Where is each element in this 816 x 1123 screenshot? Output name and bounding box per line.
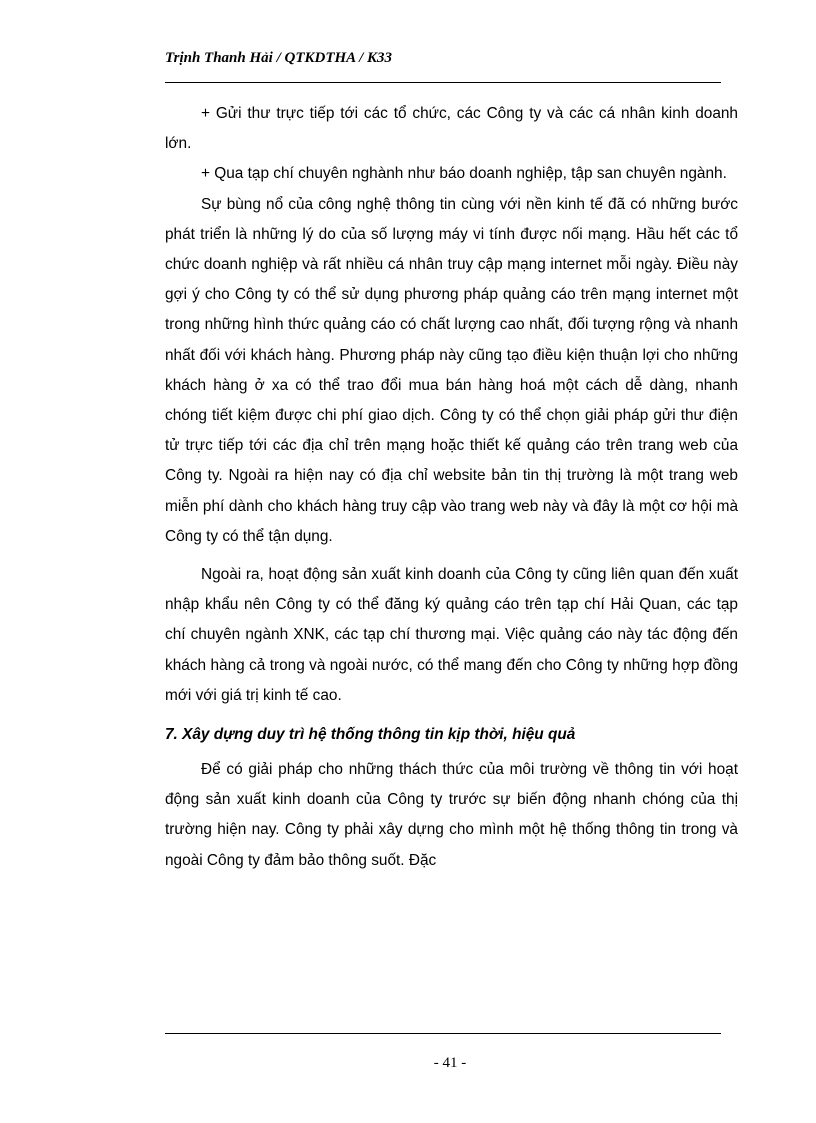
bullet-paragraph: + Gửi thư trực tiếp tới các tổ chức, các Công ty và các cá nhân kinh doanh lớn. <box>165 105 738 153</box>
running-header: Trịnh Thanh Hải / QTKDTHA / K33 <box>165 50 392 66</box>
body-paragraph: Sự bùng nổ của công nghệ thông tin cùng với nền kinh tế đã có những bước phát triển là những lý do của số lượng máy vi tính được nối mạng. Hầu hết các tổ chức doanh nghiệp và rất nhiều cá nhân truy cập mạng internet mỗi ngày. Điều này gợi ý cho Công ty có thể sử dụng phương pháp quảng cáo trên mạng internet một trong những hình thức quảng cáo có chất lượng cao nhất, đối tượng rộng và nhanh nhất đối với khách hàng. Phương pháp này cũng tạo điều kiện thuận lợi cho những khách hàng ở xa có thể trao đổi mua bán hàng hoá một cách dễ dàng, nhanh chóng tiết kiệm được chi phí giao dịch. Công ty có thể chọn giải pháp gửi thư điện tử trực tiếp tới các địa chỉ trên mạng hoặc thiết kế quảng cáo trên trang web của Công ty. Ngoài ra hiện nay có địa chỉ website bản tin thị trường là một trang web miễn phí dành cho khách hàng truy cập vào trang web này và đây là một cơ hội mà Công ty có thể tận dụng. <box>165 195 738 545</box>
section-heading: 7. Xây dựng duy trì hệ thống thông tin kịp thời, hiệu quả <box>165 726 576 744</box>
header-rule <box>165 82 721 83</box>
bullet-paragraph: + Qua tạp chí chuyên nghành như báo doanh nghiệp, tập san chuyên ngành. <box>201 165 727 183</box>
body-paragraph: Để có giải pháp cho những thách thức của môi trường về thông tin với hoạt động sản xuất kinh doanh của Công ty trước sự biến động nhanh chóng của thị trường hiện nay. Công ty phải xây dựng cho mình một hệ thống thông tin trong và ngoài Công ty đảm bảo thông suốt. Đặc <box>165 761 738 869</box>
page-number: - 41 - <box>433 1055 467 1071</box>
footer-rule <box>165 1033 721 1034</box>
page-body <box>165 99 738 876</box>
body-paragraph: Ngoài ra, hoạt động sản xuất kinh doanh của Công ty cũng liên quan đến xuất nhập khẩu nên Công ty có thể đăng ký quảng cáo trên tạp chí Hải Quan, các tạp chí chuyên ngành XNK, các tạp chí thương mại. Việc quảng cáo này tác động đến khách hàng cả trong và ngoài nước, có thể mang đến cho Công ty những hợp đồng mới với giá trị kinh tế cao. <box>165 566 738 704</box>
